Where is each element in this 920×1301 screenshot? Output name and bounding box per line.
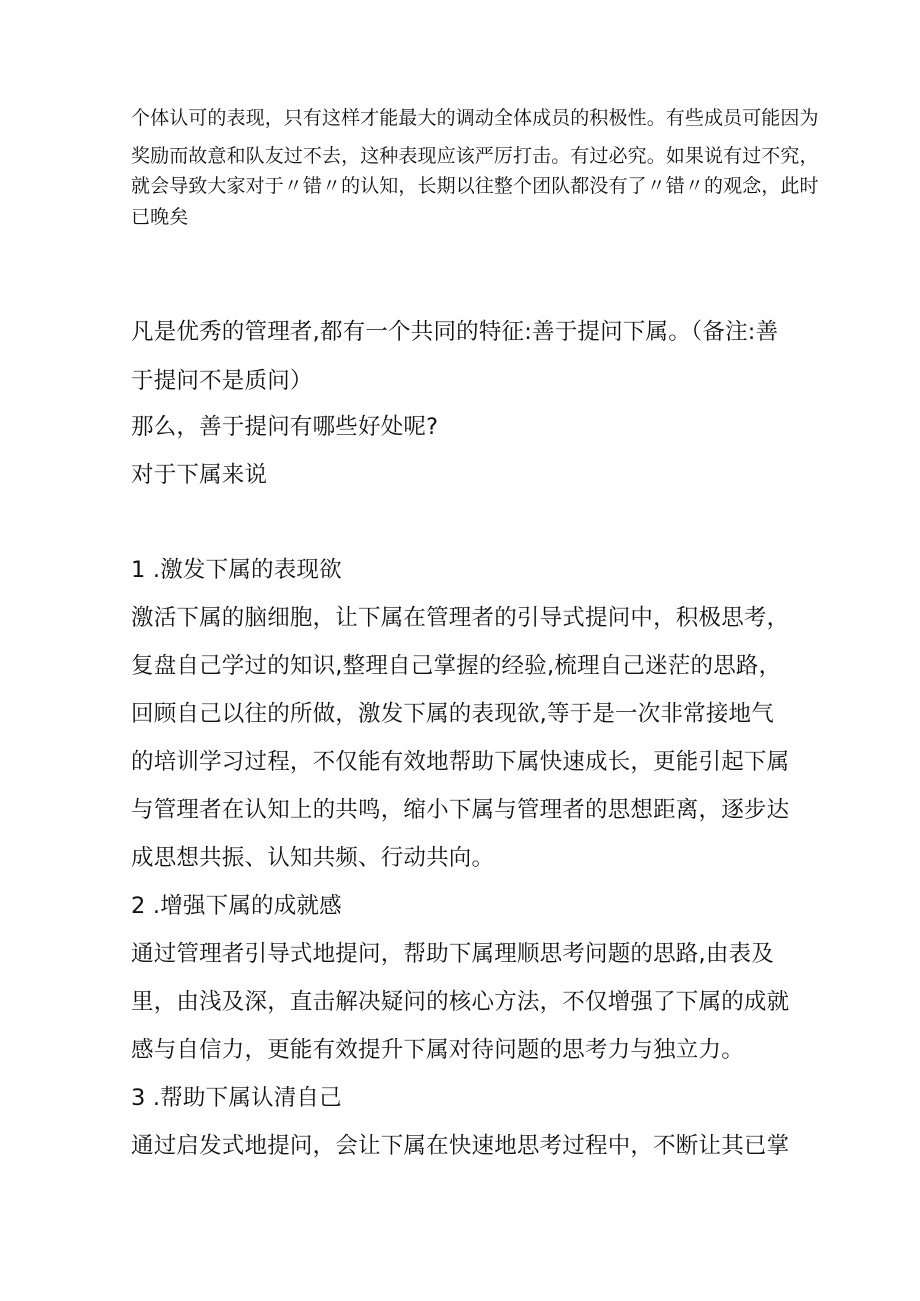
paragraph-line: 对于下属来说 [131,462,268,488]
paragraph-line: 激活下属的脑细胞，让下属在管理者的引导式提问中，积极思考， [131,605,790,631]
paragraph-line: 通过启发式地提问，会让下属在快速地思考过程中，不断让其已掌 [131,1133,790,1159]
paragraph-line: 回顾自己以往的所做，激发下属的表现欲,等于是一次非常接地气 [131,701,774,727]
paragraph-line: 就会导致大家对于〃错〃的认知，长期以往整个团队都没有了〃错〃的观念，此时 [131,175,819,197]
paragraph-line: 的培训学习过程，不仅能有效地帮助下属快速成长，更能引起下属 [131,749,790,775]
paragraph-line: 复盘自己学过的知识,整理自己掌握的经验,梳理自己迷茫的思路， [131,653,782,679]
paragraph-line: 通过管理者引导式地提问，帮助下属理顺思考问题的思路,由表及 [131,941,774,967]
paragraph-line: 与管理者在认知上的共鸣，缩小下属与管理者的思想距离，逐步达 [131,797,790,823]
section-heading: 3 .帮助下属认清自己 [131,1085,342,1111]
paragraph-line: 个体认可的表现，只有这样才能最大的调动全体成员的积极性。有些成员可能因为 [131,107,819,129]
paragraph-line: 奖励而故意和队友过不去，这种表现应该严厉打击。有过必究。如果说有过不究， [131,145,819,167]
paragraph-line: 那么，善于提问有哪些好处呢? [131,414,439,440]
section-heading: 1 .激发下属的表现欲 [131,557,342,583]
paragraph-line: 感与自信力，更能有效提升下属对待问题的思考力与独立力。 [131,1037,744,1063]
section-heading: 2 .增强下属的成就感 [131,893,342,919]
paragraph-line: 凡是优秀的管理者,都有一个共同的特征:善于提问下属。（备注:善 [131,319,779,345]
paragraph-line: 里，由浅及深，直击解决疑问的核心方法，不仅增强了下属的成就 [131,989,790,1015]
paragraph-line: 成思想共振、认知共频、行动共向。 [131,845,495,871]
paragraph-line: 已晚矣 [131,206,189,228]
paragraph-line: 于提问不是质问） [131,368,313,394]
